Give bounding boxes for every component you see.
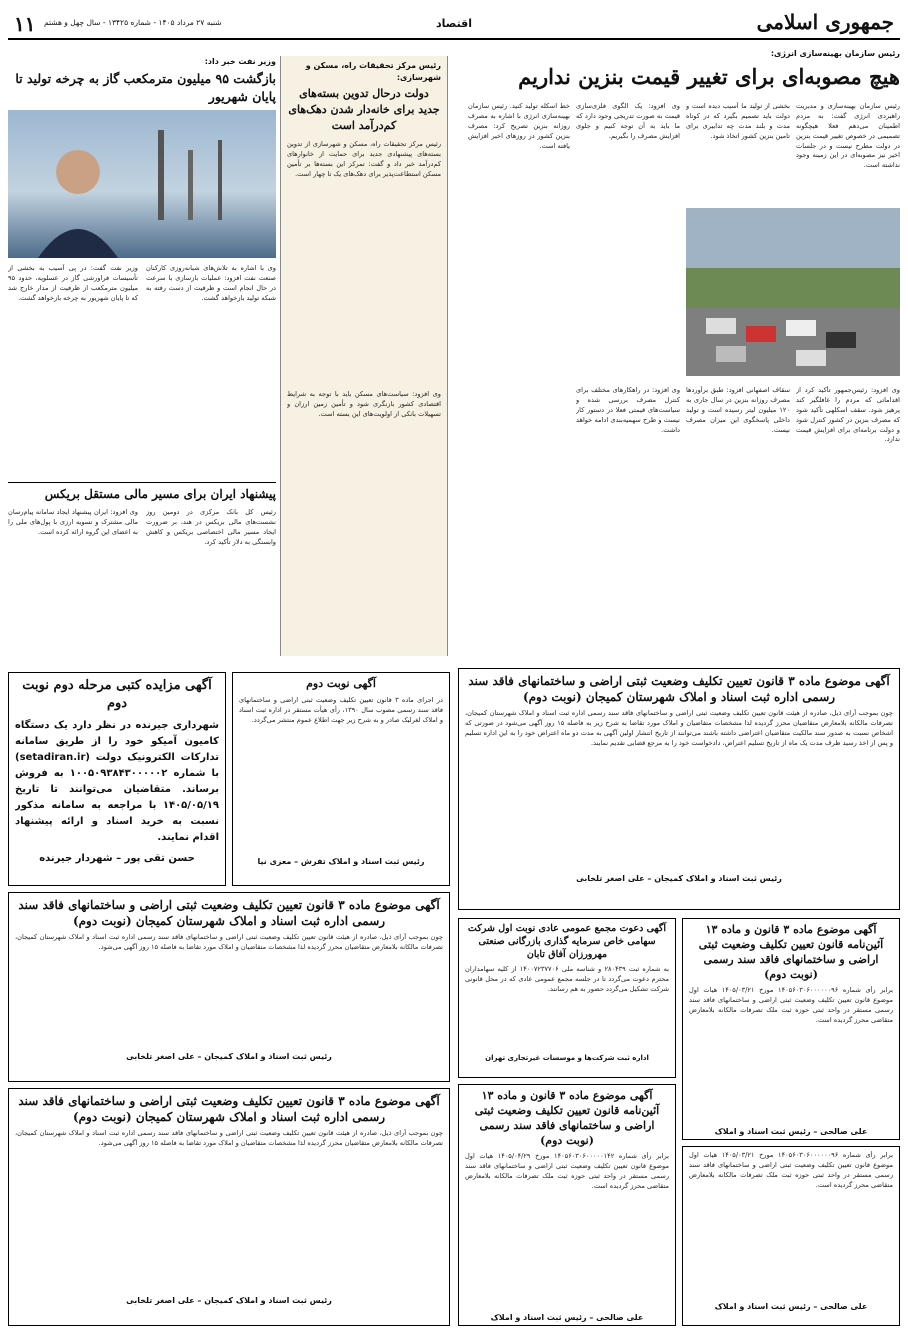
lead-col-4: خط اسکله تولید کنید. رئیس سازمان بهینه‌سازی انرژی با اشاره به مصرف روزانه بنزین تصریح کرد: مصرف بنزین کشور در روزهای اخیر افزایش یافته است. [468,102,570,150]
ad-article13-1-body: برابر رأی شماره ۱۴۰۵۶۰۳۰۶۰۰۰۰۰۰۹۶ مورخ ۱۴۰۵/۰۳/۲۱ هیات اول موضوع قانون تعیین تکلیف وضعیت ثبتی اراضی و ساختمانهای فاقد سند رسمی مستقر در واحد ثبتی حوزه ثبت ملک تصرفات مالکانه بلامعارض متقاضی محرز گردیده است. [689,986,893,1025]
ad-registry-kamijan-1-signature: رئیس ثبت اسناد و املاک کمیجان – علی اصغر تلخابی [576,874,782,884]
housing-story [280,56,448,656]
lead-lower-col-2: سقاف اصفهانی افزود: طبق برآوردها مصرف روزانه بنزین در سال جاری به ۱۲۰ میلیون لیتر رسیده است و تولید داخلی پاسخگوی این میزان مصرف نیست. [686,386,790,434]
ad-registry-kamijan-2-signature: رئیس ثبت اسناد و املاک کمیجان – علی اصغر تلخابی [126,1052,332,1062]
ad-article13-continued-signature: علی صالحی – رئیس ثبت اسناد و املاک [714,1302,868,1311]
ad-article13-1-signature: علی صالحی – رئیس ثبت اسناد و املاک [714,1127,868,1137]
housing-col-1: رئیس مرکز تحقیقات راه، مسکن و شهرسازی از تدوین بسته‌های پیشنهادی جدید برای حمایت از خانوارهای کم‌درآمد خبر داد و گفت: تمرکز این بسته‌ها بر تأمین مسکن استطاعت‌پذیر برای دهک‌های یک تا چهار است. [287,140,441,178]
ad-article13-continued [682,1146,900,1326]
ad-general-assembly [458,918,676,1078]
brics-headline-block [8,482,276,502]
ad-registry-kamijan-2-title: آگهی موضوع ماده ۳ قانون تعیین تکلیف وضعیت ثبتی اراضی و ساختمانهای فاقد سند رسمی اداره ثبت اسناد و املاک شهرستان کمیجان (نوبت دوم) [18,898,440,929]
ad-auction-jirandeh-body: شهرداری جیرنده در نظر دارد یک دستگاه کامیون آمیکو خود را از طریق سامانه تدارکات الکترونیک دولت (setadiran.ir) با شماره ۱۰۰۵۰۹۳۸۴۳۰۰۰۰۰۲ به فروش برساند. متقاضیان می‌توانند تا تاریخ ۱۴۰۵/۰۵/۱۹ با مراجعه به سامانه مذکور نسبت به خرید اسناد و ارائه پیشنهاد اقدام نمایند. [15,720,219,844]
traffic-photo [686,208,900,376]
lead-title: هیچ مصوبه‌ای برای تغییر قیمت بنزین نداریم [518,63,900,89]
ad-article13-2 [458,1084,676,1326]
lead-col-2: بخشی از تولید ما آسیب دیده است و دولت باید تصمیم بگیرد که در کوتاه مدت و بلند مدت چه تدابیری برای تامین بنزین کشور اتخاذ شود. [686,102,790,140]
traffic-photo-illustration [686,208,900,376]
ad-registry-kamijan-1-title: آگهی موضوع ماده ۳ قانون تعیین تکلیف وضعیت ثبتی اراضی و ساختمانهای فاقد سند رسمی اداره ثبت اسناد و املاک شهرستان کمیجان (نوبت دوم) [468,674,890,705]
ad-second-notice-tafresh-title: آگهی نوبت دوم [306,677,376,690]
ad-second-notice-tafresh [232,672,450,886]
ad-general-assembly-title: آگهی دعوت مجمع عمومی عادی نوبت اول شرکت سهامی خاص سرمایه گذاری بازرگانی صنعتی مهرورزان آفاق تابان [467,923,667,960]
oil-minister-illustration [8,110,276,258]
ad-article13-1 [682,918,900,1140]
ad-registry-kamijan-3-title: آگهی موضوع ماده ۳ قانون تعیین تکلیف وضعیت ثبتی اراضی و ساختمانهای فاقد سند رسمی اداره ثبت اسناد و املاک شهرستان کمیجان (نوبت دوم) [18,1094,440,1125]
oil-headline-block [8,56,276,104]
lead-kicker: رئیس سازمان بهینه‌سازی انرژی: [770,49,900,58]
masthead [8,8,900,40]
ad-article13-2-body: برابر رأی شماره ۱۴۰۵۶۰۳۰۶۰۰۰۰۰۱۴۲ مورخ ۱۴۰۵/۰۴/۲۹ هیات اول موضوع قانون تعیین تکلیف وضعیت ثبتی اراضی و ساختمانهای فاقد سند رسمی مستقر در واحد ثبتی حوزه ثبت ملک تصرفات مالکانه بلامعارض متقاضی محرز گردیده است. [465,1152,669,1191]
ad-general-assembly-body: به شماره ثبت ۲۸۰۴۳۹ و شناسه ملی ۱۴۰۰۷۲۳۷۷۰۶ از کلیه سهامداران محترم دعوت می‌گردد تا در جلسه مجمع عمومی عادی که در محل قانونی شرکت تشکیل می‌گردد حضور به هم رسانند. [465,965,669,994]
ad-second-notice-tafresh-body: در اجرای ماده ۳ قانون تعیین تکلیف وضعیت ثبتی اراضی و ساختمانهای فاقد سند رسمی مصوب سال ۱۳۹۰، رأی هیأت مستقر در اداره ثبت اسناد و املاک لغرلیک صادر و به شرح زیر جهت اطلاع عموم منتشر می‌گردد. [239,695,443,724]
oil-col-1: وزیر نفت گفت: در پی آسیب به بخشی از تأسیسات فراورشی گاز در عسلویه، حدود ۹۵ میلیون مترمکعب از ظرفیت از مدار خارج شد که تا پایان شهریور به چرخه بازخواهد گشت. [8,264,138,302]
ad-article13-2-title: آگهی موضوع ماده ۳ قانون و ماده ۱۳ آئین‌نامه قانون تعیین تکلیف وضعیت ثبتی اراضی و ساختمانهای فاقد سند رسمی (نوبت دوم) [474,1089,660,1147]
ad-registry-kamijan-2-body: چون بموجب آرای ذیل، صادره از هیئت قانون تعیین تکلیف وضعیت ثبتی اراضی و ساختمانهای فاقد سند رسمی اداره ثبت اسناد و املاک شهرستان کمیجان، تصرفات مالکانه بلامعارض متقاضیان محرز گردیده لذا مشخصات متقاضیان و املاک مورد تقاضا به فاصله ۱۵ روز آگهی می‌شود. [15,933,443,952]
brics-col-1: رئیس کل بانک مرکزی در دومین روز نشست‌های مالی بریکس در هند، بر ضرورت ایجاد مسیر مالی اختصاصی بریکس و کاهش وابستگی به دلار تأکید کرد. [146,508,276,546]
lead-headline-block [468,48,900,98]
dateline: شنبه ۲۷ مرداد ۱۴۰۵ - شماره ۱۳۴۲۵ - سال چهل و هشتم [44,18,222,27]
ad-registry-kamijan-1-body: چون بموجب آرای ذیل، صادره از هیئت قانون تعیین تکلیف وضعیت ثبتی اراضی و ساختمانهای فاقد سند رسمی اداره ثبت اسناد و املاک شهرستان کمیجان، تصرفات مالکانه بلامعارض متقاضیان محرز گردیده لذا مشخصات متقاضیان و املاک مورد تقاضا به شرح زیر به فاصله ۱۵ روز آگهی می‌شود در صورتی که اشخاص نسبت به صدور سند مالکیت متقاضیان اعتراضی داشته باشند می‌توانند از تاریخ انتشار اولین آگهی به مدت دو ماه اعتراض خود را به این اداره تسلیم و پس از اخذ رسید ظرف مدت یک ماه از تاریخ تسلیم اعتراض، دادخواست خود را به مرجع قضایی تقدیم نمایند. [465,709,893,748]
ad-registry-kamijan-3-signature: رئیس ثبت اسناد و املاک کمیجان – علی اصغر تلخابی [126,1296,332,1306]
section-label: اقتصاد [435,17,473,30]
housing-col-2: وی افزود: سیاست‌های مسکن باید با توجه به شرایط اقتصادی کشور بازنگری شود و تأمین زمین ارزان و تسهیلات بانکی از اولویت‌های این بسته است. [287,390,441,418]
page-number: ۱۱ [14,12,36,36]
housing-kicker: رئیس مرکز تحقیقات راه، مسکن و شهرسازی: [305,61,441,82]
ad-auction-jirandeh-signature: حسن تقی پور – شهردار جیرنده [39,853,195,865]
ad-registry-kamijan-3-body: چون بموجب آرای ذیل، صادره از هیئت قانون تعیین تکلیف وضعیت ثبتی اراضی و ساختمانهای فاقد سند رسمی اداره ثبت اسناد و املاک شهرستان کمیجان، تصرفات مالکانه بلامعارض متقاضیان محرز گردیده لذا مشخصات متقاضیان و املاک مورد تقاضا به فاصله ۱۵ روز آگهی می‌شود. [15,1129,443,1148]
brics-title: پیشنهاد ایران برای مسیر مالی مستقل بریکس [44,487,276,501]
ad-article13-continued-body: برابر رأی شماره ۱۴۰۵۶۰۳۰۶۰۰۰۰۰۰۹۶ مورخ ۱۴۰۵/۰۳/۲۱ هیات اول موضوع قانون تعیین تکلیف وضعیت ثبتی اراضی و ساختمانهای فاقد سند رسمی مستقر در واحد ثبتی حوزه ثبت ملک تصرفات مالکانه بلامعارض متقاضی محرز گردیده است. [689,1151,893,1189]
ad-registry-kamijan-2 [8,892,450,1082]
ad-second-notice-tafresh-signature: رئیس ثبت اسناد و املاک تفرش – معزی نیا [257,856,425,866]
lead-lower-col-3: وی افزود: در راهکارهای مختلف برای کنترل مصرف بررسی شده و سیاست‌های قیمتی فعلا در دستور کار نیست و طرح سهمیه‌بندی ادامه خواهد داشت. [576,386,680,434]
newspaper-logo: جمهوری اسلامی [756,10,894,34]
lead-lower-col-1: وی افزود: رئیس‌جمهور تأکید کرد از اقداماتی که مردم را غافلگیر کند پرهیز شود. سقف اسکلهی تأکید شود که مصرف بنزین در کشور کنترل شود و دولت برنامه‌ای برای افزایش قیمت ندارد. [796,386,900,444]
ad-registry-kamijan-3 [8,1088,450,1326]
oil-title: بازگشت ۹۵ میلیون مترمکعب گاز به چرخه تولید تا پایان شهریور [15,70,276,104]
ad-auction-jirandeh [8,672,226,886]
oil-col-2: وی با اشاره به تلاش‌های شبانه‌روزی کارکنان صنعت نفت افزود: عملیات بازسازی با سرعت در حال انجام است و ظرفیت از دست رفته به شبکه تولید بازخواهد گشت. [146,264,276,302]
oil-minister-photo [8,110,276,258]
ad-auction-jirandeh-title: آگهی مزایده کتبی مرحله دوم نوبت دوم [22,678,212,711]
ad-general-assembly-signature: اداره ثبت شرکت‌ها و موسسات غیرتجاری تهران [485,1054,649,1063]
ad-article13-2-signature: علی صالحی – رئیس ثبت اسناد و املاک [490,1313,644,1323]
brics-col-2: وی افزود: ایران پیشنهاد ایجاد سامانه پیام‌رسان مالی مشترک و تسویه ارزی با پول‌های ملی را به اعضای این گروه ارائه کرده است. [8,508,138,536]
lead-col-3: وی افزود: یک الگوی فلزی‌سازی قیمت به صورت تدریجی وجود دارد که ما باید به آن توجه کنیم و جلوی افزایش مصرف را بگیریم. [576,102,680,140]
housing-title: دولت درحال تدوین بسته‌های جدید برای خانه‌دار شدن دهک‌های کم‌درآمد است [288,87,440,133]
ad-registry-kamijan-1 [458,668,900,910]
oil-kicker: وزیر نفت خبر داد: [204,57,276,66]
ad-article13-1-title: آگهی موضوع ماده ۳ قانون و ماده ۱۳ آئین‌نامه قانون تعیین تکلیف وضعیت ثبتی اراضی و ساختمانهای فاقد سند رسمی (نوبت دوم) [698,923,884,981]
lead-col-1: رئیس سازمان بهینه‌سازی و مدیریت راهبردی انرژی گفت: به مردم اطمینان می‌دهم فعلا هیچگونه تصمیمی در خصوص تغییر قیمت بنزین در دولت مطرح نیست و در جلسات اخیر نیز مصوبه‌ای در این زمینه وجود نداشته است. [796,102,900,170]
